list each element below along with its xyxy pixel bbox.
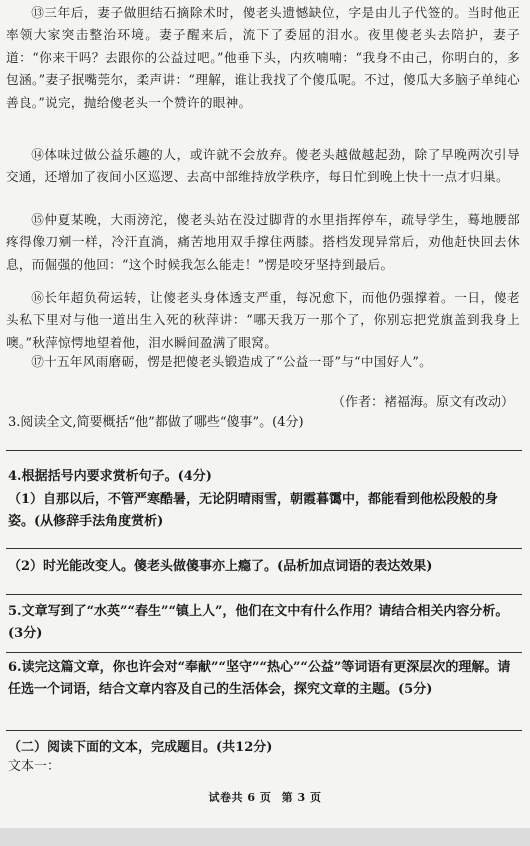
question-4-2: （2）时光能改变人。傻老头做傻事亦上瘾了。(品析加点词语的表达效果) [8,559,433,574]
answer-line [6,548,522,549]
paragraph-15: ⑮仲夏某晚，大雨滂沱，傻老头站在没过脚背的水里指挥停车，疏导学生，蓦地腰部疼得像刀剜一样，冷汗直淌，痛苦地用双手撑住两膝。搭档发现异常后，劝他赶快回去休息，而倔强的他回：“这个时候我怎么能走！”愣是咬牙坚持到最后。 [6,212,520,272]
answer-line [6,652,522,653]
question-3: 3.阅读全文,简要概括“他”都做了哪些“傻事”。(4分) [8,415,304,430]
total-pages: 试卷共 6 页 [208,791,272,804]
text-1-label: 文本一： [8,759,61,774]
paragraph-16: ⑯长年超负荷运转，让傻老头身体透支严重，每况愈下，而他仍强撑着。一日，傻老头私下里对与他一道出生入死的秋萍讲：“哪天我万一那个了，你别忘把党旗盖到我身上噢。”秋萍惊愕地望着他，泪水瞬间盈满了眼窝。 [6,290,520,350]
paragraph-13: ⑬三年后，妻子做胆结石摘除术时，傻老头遗憾缺位，字是由儿子代签的。当时他正率领大家突击整治环境。妻子醒来后，流下了委屈的泪水。夜里傻老头去陪护，妻子道：“你来干吗？去跟你的公益过吧。”他垂下头，内疚喃喃：“我身不由己，你明白的，多包涵。”妻子抿嘴莞尔，柔声讲：“理解，谁让我找了个傻瓜呢。不过，傻瓜大多脑子单纯心善良。”说完，抛给傻老头一个赞许的眼神。 [6,5,520,110]
paragraph-17: ⑰十五年风雨磨砺，愣是把傻老头锻造成了“公益一哥”与“中国好人”。 [31,354,433,369]
section-2-heading: （二）阅读下面的文本，完成题目。(共12分) [8,740,273,755]
paragraph-14: ⑭体味过做公益乐趣的人，或许就不会放弃。傻老头越做越起劲，除了早晚两次引导交通，还增加了夜间小区巡逻、去高中部维持放学秩序，每日忙到晚上快十一点才归巢。 [6,147,520,185]
bottom-margin [0,828,530,846]
answer-line [6,594,522,595]
question-4-1: （1）自那以后，不管严寒酷暑，无论阴晴雨雪，朝霞暮霭中，都能看到他松段般的身姿。(从修辞手法角度赏析) [8,492,499,529]
question-6: 6.读完这篇文章，你也许会对“奉献”“坚守”“热心”“公益”等词语有更深层次的理解。请任选一个词语，结合文章内容及自己的生活体会，探究文章的主题。(5分) [8,660,511,697]
answer-line [6,730,522,731]
question-5: 5.文章写到了“水英”“春生”“镇上人”，他们在文中有什么作用？请结合相关内容分析。(3分) [8,604,509,641]
author-credit: （作者：褚福海。原文有改动） [331,395,514,410]
question-4: 4.根据括号内要求赏析句子。(4分) [8,469,212,484]
page-number: 第 3 页 [281,791,322,804]
page-footer [0,789,530,805]
answer-line [6,450,522,451]
